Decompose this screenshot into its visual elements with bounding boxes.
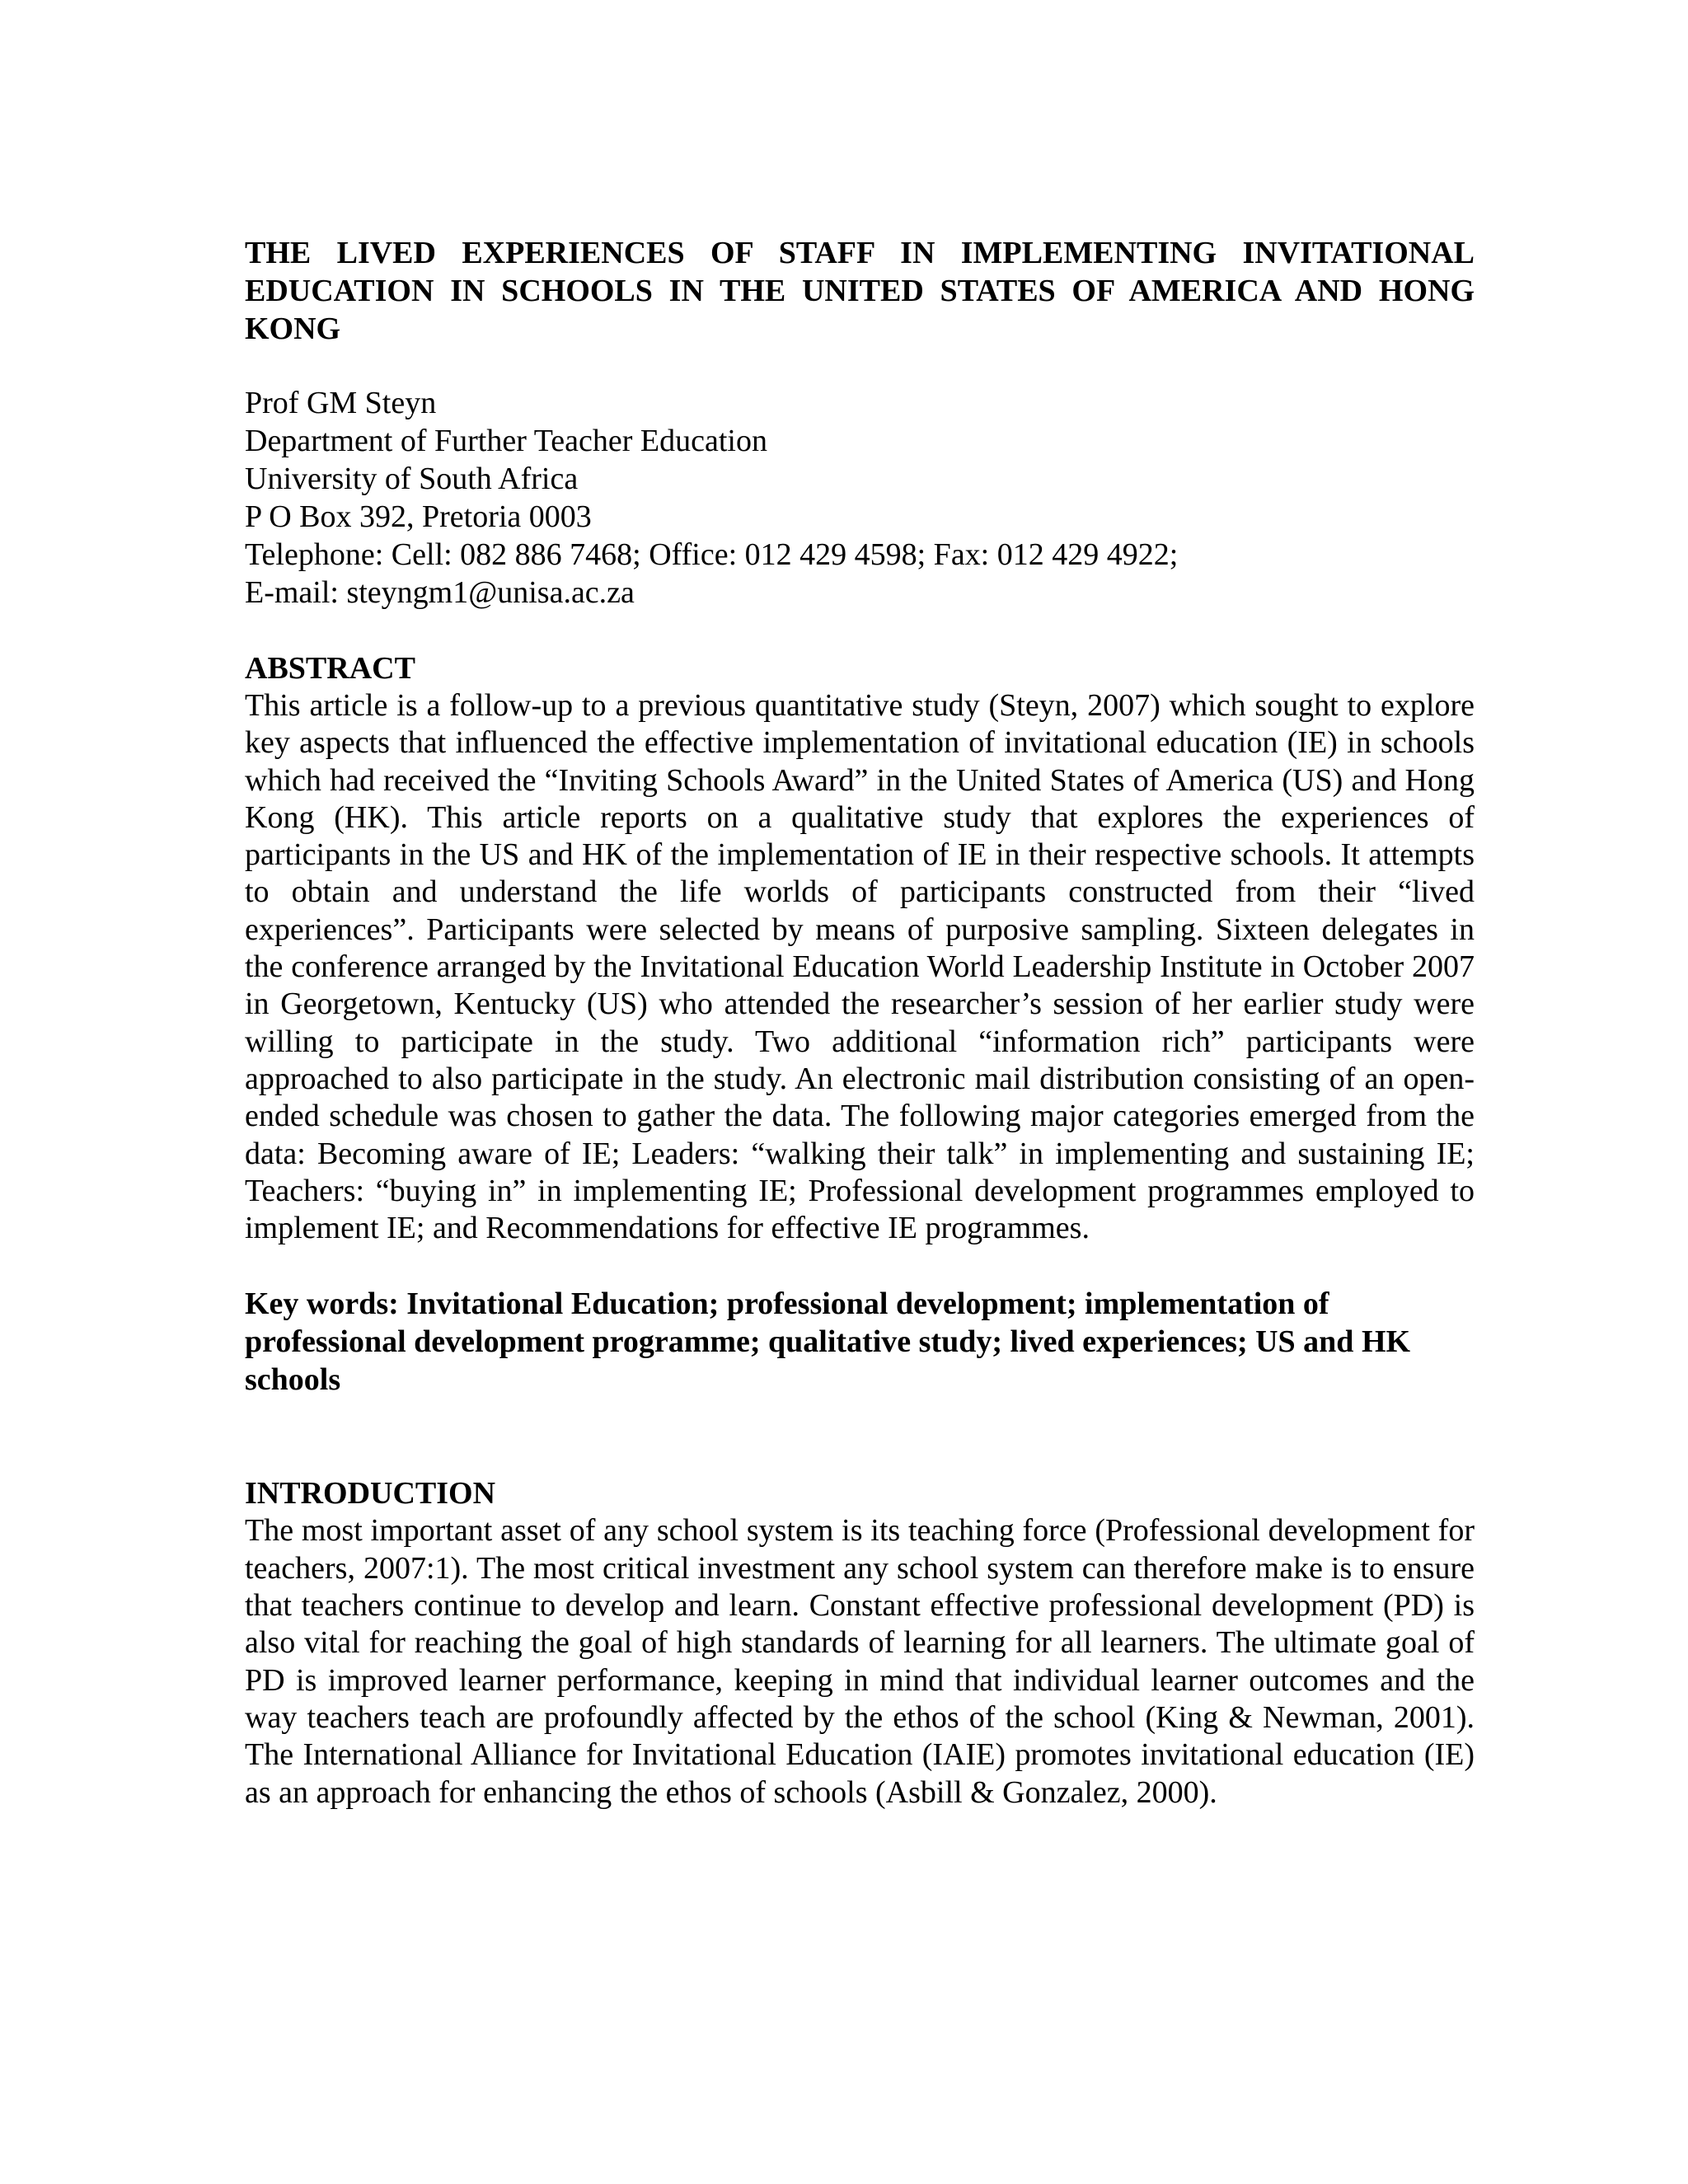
abstract-text: This article is a follow-up to a previous quantitative study (Steyn, 2007) which sought to explore key aspects that influenced the effective implementation of invitational education (IE) in schools which had received the “Inviting Schools Award” in the United States of America (US) and Hong Kong (HK). This article reports on a qualitative study that explores the experiences of participants in the US and HK of the implementation of IE in their respective schools. It attempts to obtain and understand the life worlds of participants constructed from their “lived experiences”. Participants were selected by means of purposive sampling. Sixteen delegates in the conference arranged by the Invitational Education World Leadership Institute in October 2007 in Georgetown, Kentucky (US) who attended the researcher’s session of her earlier study were willing to participate in the study. Two additional “information rich” participants were approached to also participate in the study. An electronic mail distribution consisting of an open-ended schedule was chosen to gather the data. The following major categories emerged from the data: Becoming aware of IE; Leaders: “walking their talk” in implementing and sustaining IE; Teachers: “buying in” in implementing IE; Professional development programmes employed to implement IE; and Recommendations for effective IE programmes. <box>245 688 1475 1246</box>
author-email: E-mail: steyngm1@unisa.ac.za <box>245 575 635 610</box>
keywords: Key words: Invitational Education; professional development; implementation of professional development programme; qualitative study; lived experiences; US and HK schools <box>245 1286 1411 1398</box>
author-telephone: Telephone: Cell: 082 886 7468; Office: 012 429 4598; Fax: 012 429 4922; <box>245 537 1179 572</box>
author-address: P O Box 392, Pretoria 0003 <box>245 499 592 534</box>
paper-page <box>245 234 1475 1811</box>
abstract-heading: ABSTRACT <box>245 651 415 686</box>
introduction-text: The most important asset of any school system is its teaching force (Professional development for teachers, 2007:1). The most critical investment any school system can therefore make is to ensure that teachers continue to develop and learn. Constant effective professional development (PD) is also vital for reaching the goal of high standards of learning for all learners. The ultimate goal of PD is improved learner performance, keeping in mind that individual learner outcomes and the way teachers teach are profoundly affected by the ethos of the school (King & Newman, 2001). The International Alliance for Invitational Education (IAIE) promotes invitational education (IE) as an approach for enhancing the ethos of schools (Asbill & Gonzalez, 2000). <box>245 1513 1475 1810</box>
author-name: Prof GM Steyn <box>245 386 437 420</box>
author-block <box>245 384 1475 612</box>
paper-title: THE LIVED EXPERIENCES OF STAFF IN IMPLEMENTING INVITATIONAL EDUCATION IN SCHOOLS IN THE UNITED STATES OF AMERICA AND HONG KONG <box>245 236 1475 346</box>
author-department: Department of Further Teacher Education <box>245 424 767 458</box>
introduction-heading: INTRODUCTION <box>245 1476 496 1511</box>
author-university: University of South Africa <box>245 462 579 496</box>
